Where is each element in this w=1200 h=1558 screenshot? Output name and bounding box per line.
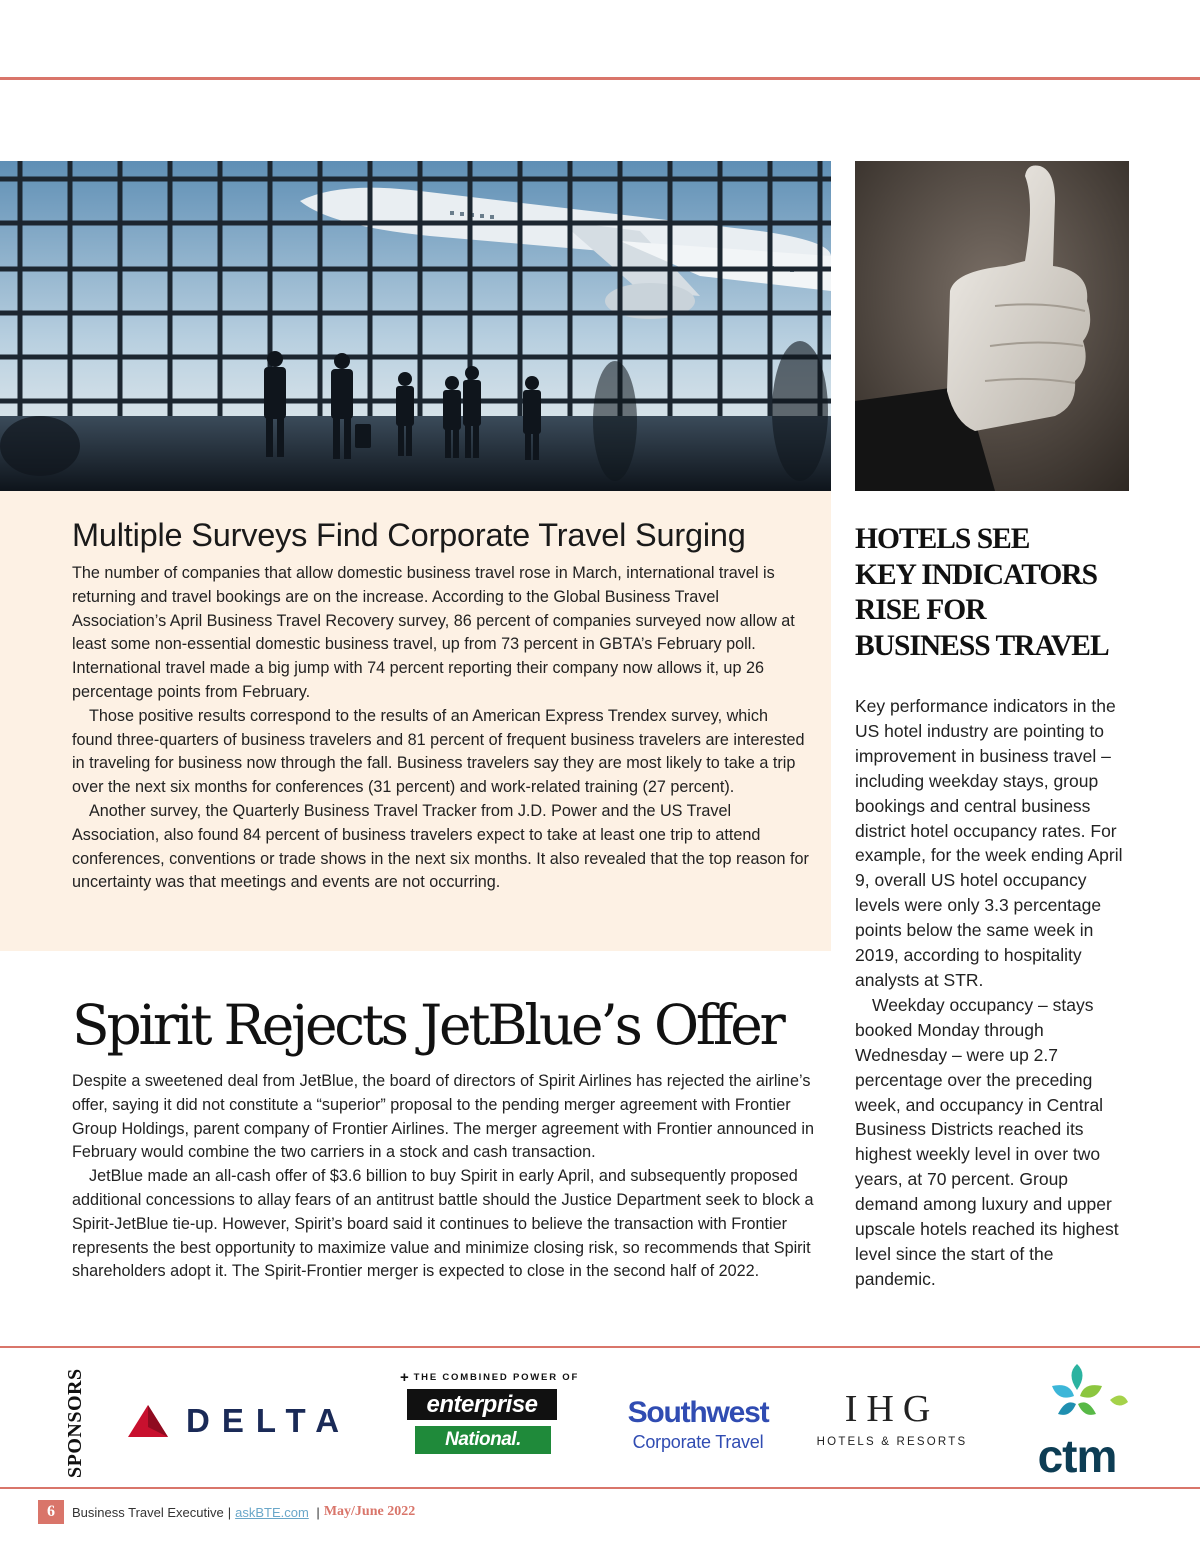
paragraph: Weekday occupancy – stays booked Monday through Wednesday – were up 2.7 percentage over the preceding week, and occupancy in Central Business Districts reached its highest weekly level in over two years, at 70 percent. Group demand among luxury and upper upscale hotels reached its highest level since the start of the pandemic. xyxy=(855,994,1119,1289)
paragraph: Key performance indicators in the US hotel industry are pointing to improvement in business travel – including weekday stays, group bookings and central business district hotel occupancy rates. For example, for the week ending April 9, overall US hotel occupancy levels were only 3.3 percentage points below the same week in 2019, according to hospitality analysts at STR. xyxy=(855,696,1123,990)
sponsor-rule-bottom xyxy=(0,1487,1200,1489)
footer-separator: | xyxy=(312,1504,320,1520)
page-number: 6 xyxy=(38,1500,64,1524)
survey-article-title: Multiple Surveys Find Corporate Travel Surging xyxy=(72,517,746,553)
ihg-subtitle: HOTELS & RESORTS xyxy=(816,1436,968,1448)
survey-article-body xyxy=(72,562,811,895)
site-link[interactable]: askBTE.com xyxy=(235,1504,309,1520)
enterprise-tagline xyxy=(400,1368,580,1386)
southwest-logo[interactable] xyxy=(612,1395,784,1453)
national-wordmark: National. xyxy=(415,1426,551,1454)
top-rule xyxy=(0,77,1200,80)
ctm-wordmark: ctm xyxy=(1037,1430,1117,1482)
title-line: RISE FOR xyxy=(855,594,986,626)
airport-photo xyxy=(0,161,831,491)
title-line: KEY INDICATORS xyxy=(855,558,1097,591)
issue-date: May/June 2022 xyxy=(323,1504,416,1519)
title-line: HOTELS SEE xyxy=(855,523,1030,555)
enterprise-wordmark: enterprise xyxy=(407,1389,557,1420)
ihg-logo[interactable] xyxy=(812,1388,972,1448)
plus-icon: + xyxy=(400,1368,411,1386)
southwest-subtitle: Corporate Travel xyxy=(632,1432,764,1452)
sponsor-rule-top xyxy=(0,1346,1200,1348)
ctm-logo[interactable] xyxy=(1022,1360,1132,1482)
page-footer xyxy=(38,1500,415,1524)
paragraph: Despite a sweetened deal from JetBlue, the board of directors of Spirit Airlines has rejected the airline’s offer, saying it did not constitute a “superior” proposal to the pending merger agreement with Frontier Group Holdings, parent company of Frontier Airlines. The merger agreement with Frontier announced in February would combine the two carriers in a stock and cash transaction. xyxy=(72,1072,815,1162)
footer-separator: | xyxy=(227,1504,232,1520)
sponsors-label: SPONSORS xyxy=(64,1368,86,1478)
spirit-article-title: Spirit Rejects JetBlue’s Offer xyxy=(72,993,783,1057)
publication-name: Business Travel Executive xyxy=(72,1504,224,1520)
delta-logo[interactable] xyxy=(126,1402,351,1440)
title-line: BUSINESS TRAVEL xyxy=(855,629,1109,662)
delta-widget-icon xyxy=(126,1403,170,1439)
thumbs-up-photo xyxy=(855,161,1129,491)
southwest-wordmark: Southwest xyxy=(627,1396,769,1429)
spirit-article xyxy=(72,990,832,1284)
delta-wordmark: DELTA xyxy=(186,1402,352,1439)
paragraph: Another survey, the Quarterly Business Travel Tracker from J.D. Power and the US Travel Association, also found 84 percent of business travelers expect to take at least one trip to attend conferences, conventions or trade shows in the next six months. It also revealed that the top reason for uncertainty was that meetings and events are not occurring. xyxy=(72,801,809,892)
paragraph: Those positive results correspond to the results of an American Express Trendex survey, which found three-quarters of business travelers and 81 percent of frequent business travelers are interested in traveling for business now through the fall. Business travelers say they are most likely to take a trip over the next six months for conferences (31 percent) and work-related training (27 percent). xyxy=(72,706,805,797)
hotels-article-body xyxy=(855,694,1135,1292)
paragraph: The number of companies that allow domestic business travel rose in March, international travel is returning and travel bookings are on the increase. According to the Global Business Travel Association’s April Business Travel Recovery survey, 86 percent of companies surveyed now allow at least some non-essential domestic business travel, up from 73 percent in GBTA’s February poll. International travel made a big jump with 74 percent reporting their company now allows it, up 26 percentage points from February. xyxy=(72,564,795,701)
spirit-article-body xyxy=(72,1070,832,1284)
paragraph: JetBlue made an all-cash offer of $3.6 billion to buy Spirit in early April, and subsequently proposed additional concessions to allay fears of an antitrust battle should the Justice Department seek to block a Spirit-JetBlue tie-up. However, Spirit’s board said it continues to believe the transaction with Frontier represents the best opportunity to maximize value and minimize closing risk, so recommends that Spirit shareholders adopt it. The Spirit-Frontier merger is expected to close in the second half of 2022. xyxy=(72,1167,814,1281)
enterprise-tagline-text: THE COMBINED POWER OF xyxy=(413,1372,580,1383)
survey-article xyxy=(0,491,831,951)
enterprise-national-logo[interactable] xyxy=(400,1368,580,1454)
ihg-wordmark: IHG xyxy=(844,1388,940,1430)
ctm-flower-icon xyxy=(1022,1360,1132,1432)
hotels-article-title xyxy=(855,522,1135,664)
hotels-article xyxy=(855,522,1135,1292)
